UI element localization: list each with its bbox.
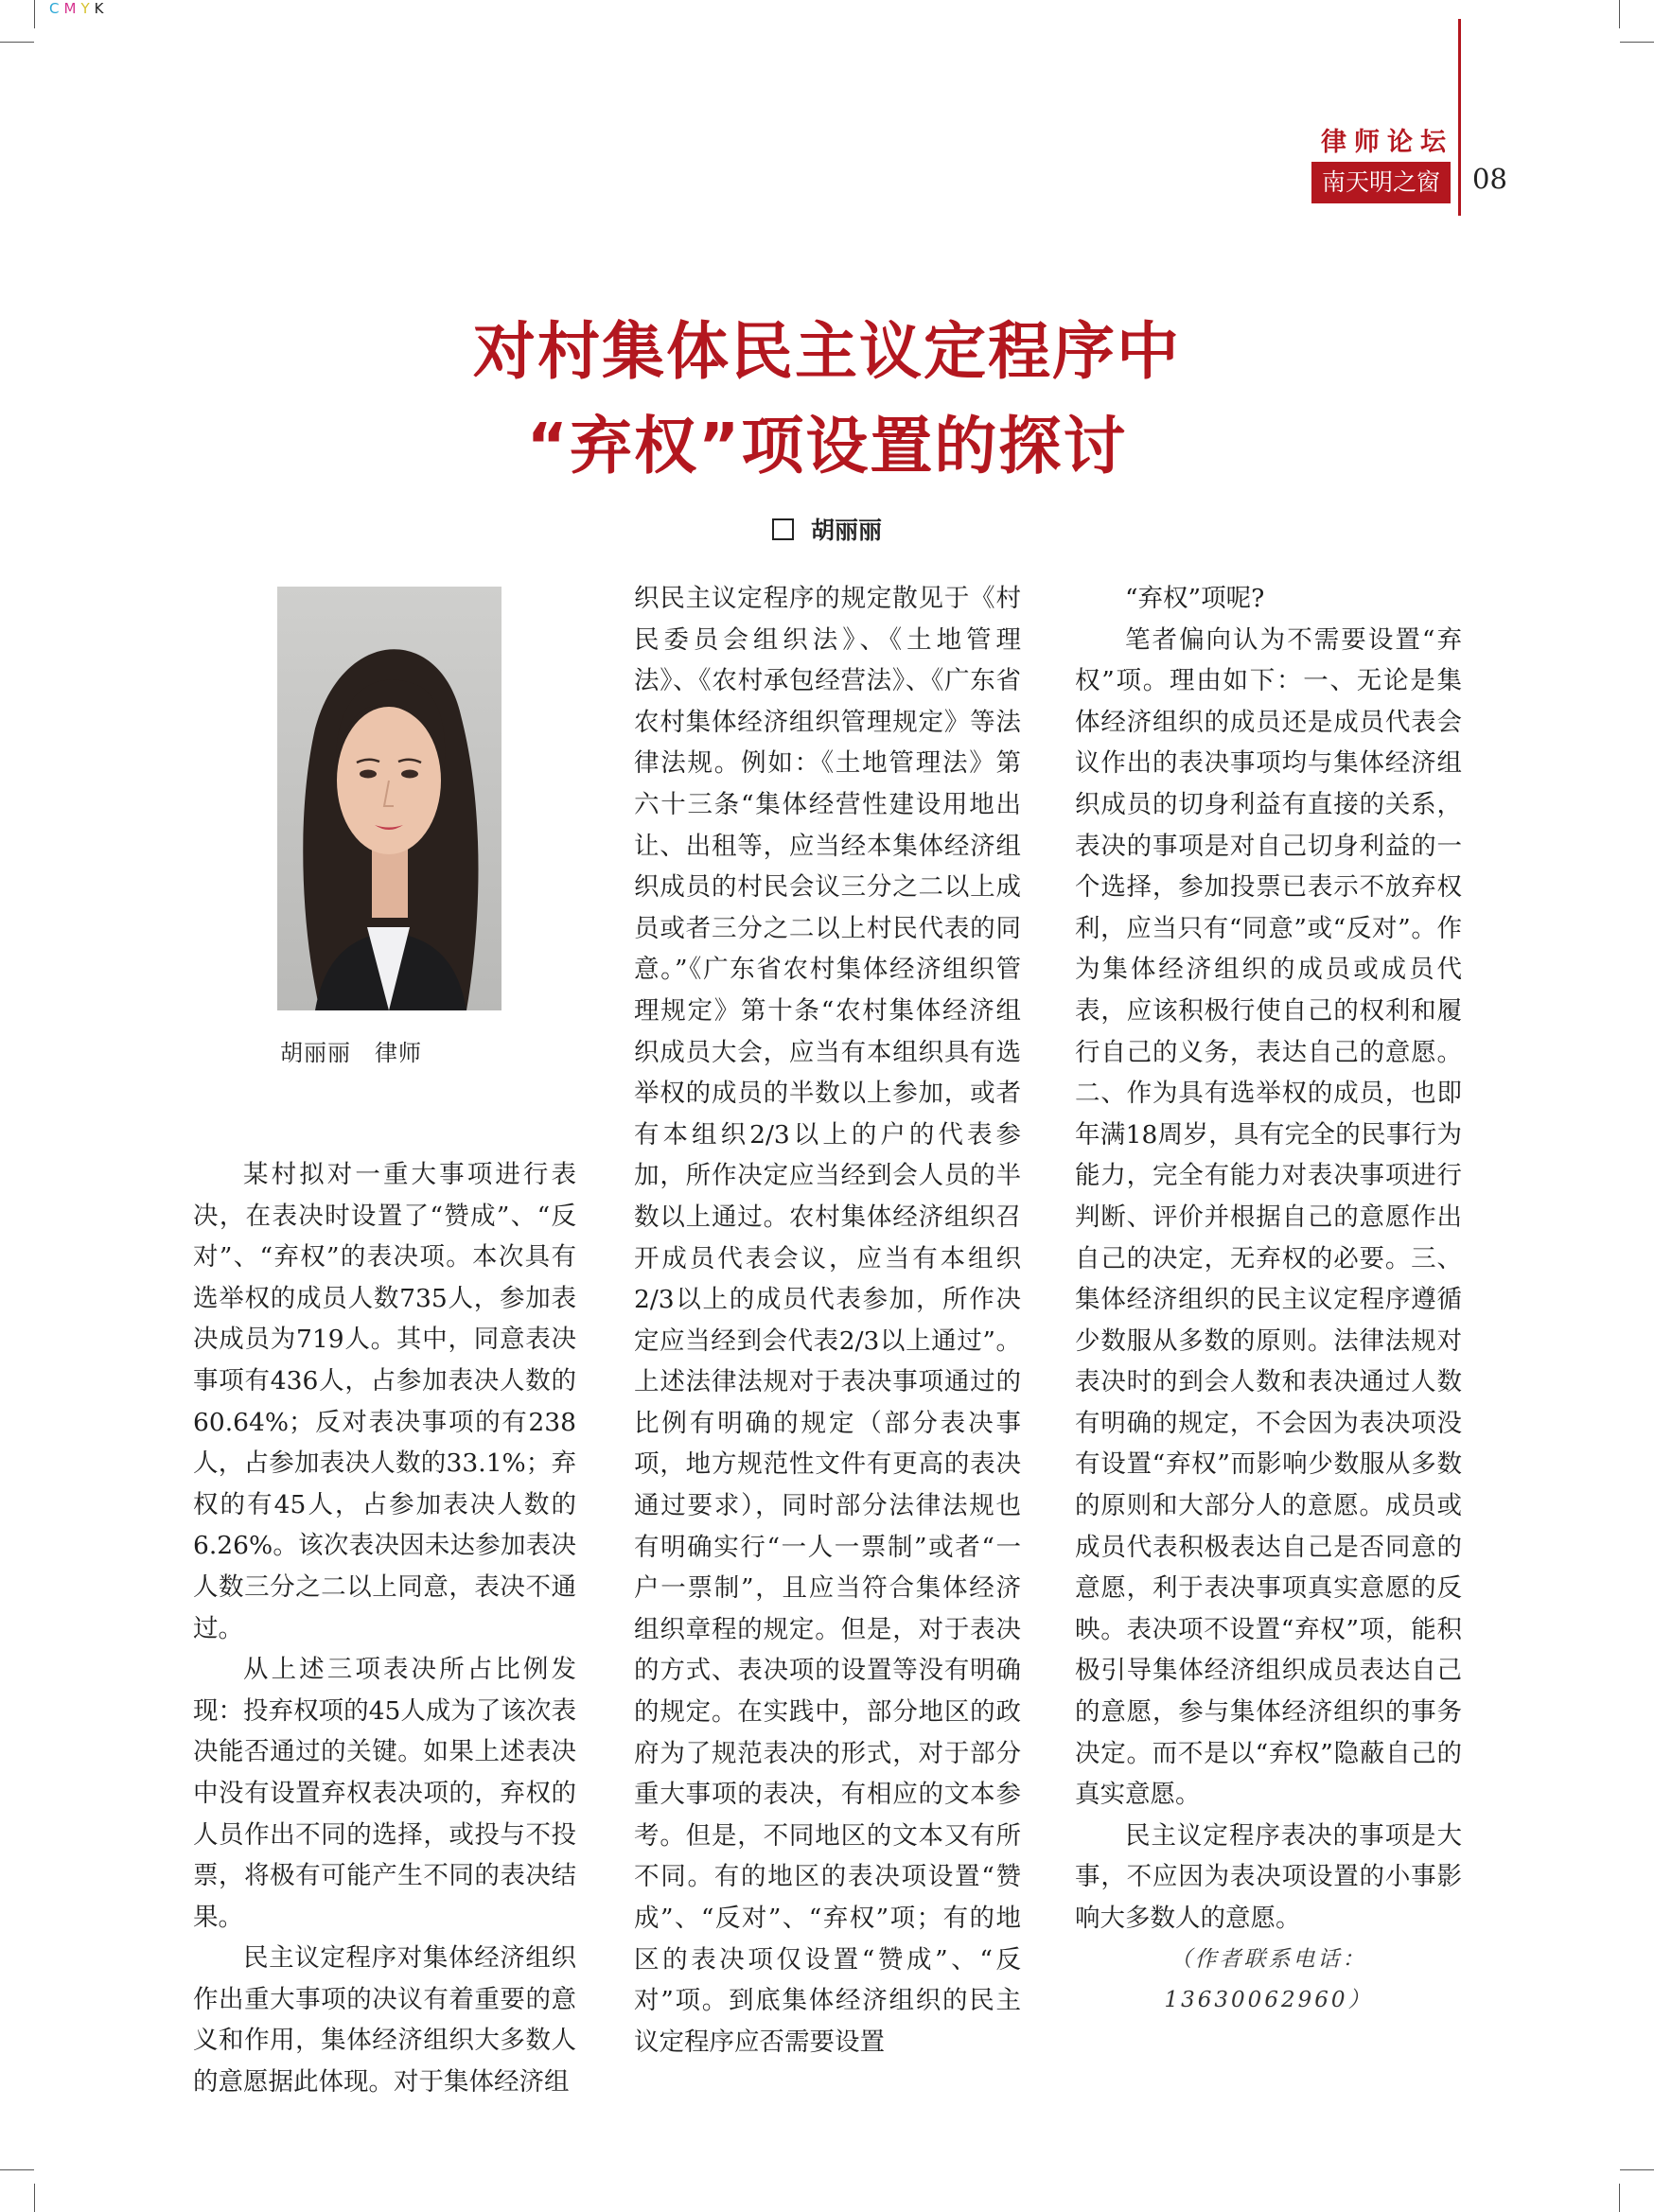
paragraph: 笔者偏向认为不需要设置“弃权”项。理由如下：一、无论是集体经济组织的成员还是成员代表会议作出的表决事项均与集体经济组织成员的切身利益有直接的关系，表决的事项是对自己切身利益的一个选择，参加投票已表示不放弃权利，应当只有“同意”或“反对”。作为集体经济组织的成员或成员代表，应该积极行使自己的权利和履行自己的义务，表达自己的意愿。二、作为具有选举权的成员，也即年满18周岁，具有完全的民事行为能力，完全有能力对表决事项进行判断、评价并根据自己的意愿作出自己的决定，无弃权的必要。三、集体经济组织的民主议定程序遵循少数服从多数的原则。法律法规对表决时的到会人数和表决通过人数有明确的规定，不会因为表决项没有设置“弃权”而影响少数服从多数的原则和大部分人的意愿。成员或成员代表积极表达自己是否同意的意愿，利于表决事项真实意愿的反映。表决项不设置“弃权”项，能积极引导集体经济组织成员表达自己的意愿，参与集体经济组织的事务决定。而不是以“弃权”隐蔽自己的真实意愿。 <box>1075 624 1462 1810</box>
article-title-line-1: 对村集体民主议定程序中 <box>473 315 1181 388</box>
cmyk-c: C <box>49 0 64 17</box>
paragraph: 织民主议定程序的规定散见于《村民委员会组织法》、《土地管理法》、《农村承包经营法》、《广东省农村集体经济组织管理规定》等法律法规。例如：《土地管理法》第六十三条“集体经营性建设用地出让、出租等，应当经本集体经济组织成员的村民会议三分之二以上成员或者三分之二以上村民代表的同意。”《广东省农村集体经济组织管理规定》第十条“农村集体经济组织成员大会，应当有本组织具有选举权的成员的半数以上参加，或者有本组织2/3以上的户的代表参加，所作决定应当经到会人员的半数以上通过。农村集体经济组织召开成员代表会议，应当有本组织2/3以上的成员代表参加，所作决定应当经到会代表2/3以上通过”。上述法律法规对于表决事项通过的比例有明确的规定（部分表决事项，地方规范性文件有更高的表决通过要求），同时部分法律法规也有明确实行“一人一票制”或者“一户一票制”，且应当符合集体经济组织章程的规定。但是，对于表决的方式、表决项的设置等没有明确的规定。在实践中，部分地区的政府为了规范表决的形式，对于部分重大事项的表决，有相应的文本参考。但是，不同地区的文本又有所不同。有的地区的表决项设置“赞成”、“反对”、“弃权”项；有的地区的表决项仅设置“赞成”、“反对”项。到底集体经济组织的民主议定程序应否需要设置 <box>634 584 1021 2057</box>
paragraph: 某村拟对一重大事项进行表决，在表决时设置了“赞成”、“反对”、“弃权”的表决项。本次具有选举权的成员人数735人，参加表决成员为719人。其中，同意表决事项有436人，占参加表决人数的60.64%；反对表决事项的有238人，占参加表决人数的33.1%；弃权的有45人，占参加表决人数的6.26%。该次表决因未达参加表决人数三分之二以上同意，表决不通过。 <box>193 1160 576 1643</box>
header-divider <box>1458 19 1461 216</box>
cmyk-k: K <box>94 0 109 17</box>
portrait-illustration <box>277 587 501 1010</box>
cmyk-m: M <box>63 0 81 17</box>
cmyk-y: Y <box>80 0 95 17</box>
crop-mark <box>1619 0 1620 28</box>
crop-mark <box>1620 2169 1654 2170</box>
text-column-2 <box>634 578 1021 2063</box>
byline-box-icon <box>772 518 794 540</box>
paragraph: 从上述三项表决所占比例发现：投弃权项的45人成为了该次表决能否通过的关键。如果上述表决中没有设置弃权表决项的，弃权的人员作出不同的选择，或投与不投票，将极有可能产生不同的表决结果。 <box>193 1655 576 1932</box>
paragraph: 民主议定程序对集体经济组织作出重大事项的决议有着重要的意义和作用，集体经济组织大多数人的意愿据此体现。对于集体经济组 <box>193 1943 576 2098</box>
crop-mark <box>34 2184 35 2212</box>
crop-mark <box>0 42 34 43</box>
crop-mark <box>1619 2184 1620 2212</box>
crop-mark <box>34 0 35 28</box>
paragraph: “弃权”项呢? <box>1125 584 1265 613</box>
author-name: 胡丽丽 <box>810 517 882 544</box>
byline <box>0 512 1654 546</box>
author-contact: （作者联系电话：13630062960） <box>1164 1946 1373 2013</box>
section-label: 律师论坛 <box>1321 128 1453 157</box>
crop-mark <box>0 2169 34 2170</box>
text-column-1 <box>193 1154 576 2103</box>
author-photo <box>277 587 501 1010</box>
crop-mark <box>1620 42 1654 43</box>
text-column-3 <box>1075 578 1462 2022</box>
photo-caption: 胡丽丽 律师 <box>280 1040 422 1066</box>
article-title-line-2: “弃权”项设置的探讨 <box>526 410 1128 483</box>
paragraph: 民主议定程序表决的事项是大事，不应因为表决项设置的小事影响大多数人的意愿。 <box>1075 1820 1462 1933</box>
column-name-badge: 南天明之窗 <box>1311 162 1451 203</box>
color-registration-mark <box>49 0 108 17</box>
page-number: 08 <box>1472 163 1507 195</box>
